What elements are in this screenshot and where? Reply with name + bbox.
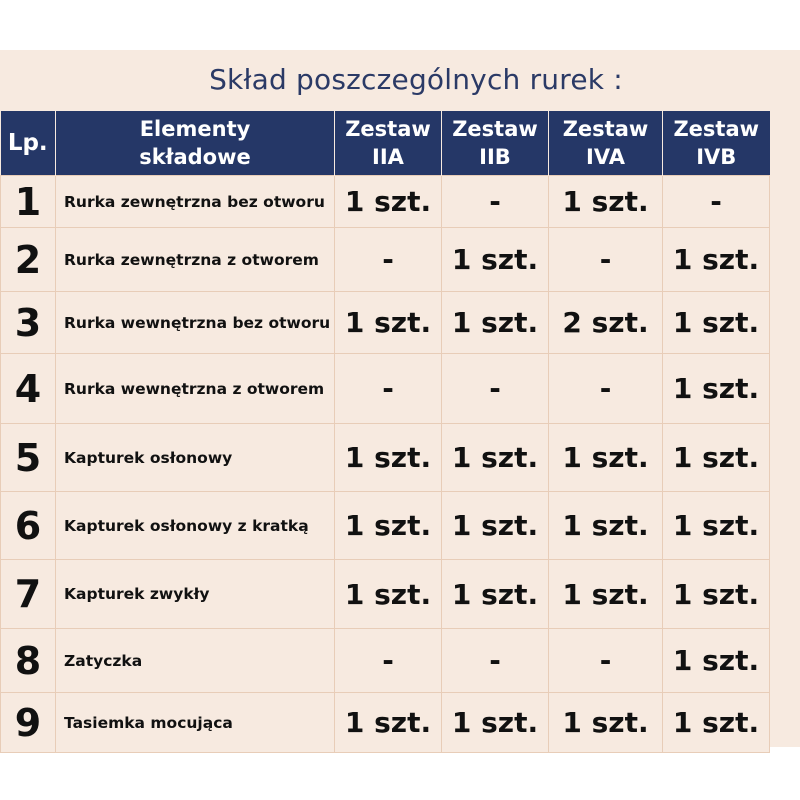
row-number: 1 <box>1 176 56 228</box>
quantity-iia: 1 szt. <box>335 176 442 228</box>
element-name: Kapturek osłonowy <box>56 424 335 492</box>
quantity-ivb: 1 szt. <box>663 560 770 629</box>
table-row <box>1 354 770 424</box>
row-number: 7 <box>1 560 56 629</box>
row-number: 2 <box>1 228 56 292</box>
quantity-iia: - <box>335 354 442 424</box>
quantity-ivb: 1 szt. <box>663 354 770 424</box>
composition-table <box>0 111 770 753</box>
quantity-ivb: 1 szt. <box>663 292 770 354</box>
element-name: Rurka zewnętrzna bez otworu <box>56 176 335 228</box>
quantity-iva: - <box>549 629 663 693</box>
quantity-iia: 1 szt. <box>335 560 442 629</box>
element-name: Kapturek zwykły <box>56 560 335 629</box>
quantity-iib: - <box>442 629 549 693</box>
quantity-iib: 1 szt. <box>442 693 549 753</box>
header-set-line1: Zestaw <box>452 117 538 141</box>
element-name: Zatyczka <box>56 629 335 693</box>
quantity-iva: 1 szt. <box>549 693 663 753</box>
element-name: Kapturek osłonowy z kratką <box>56 492 335 560</box>
table-row <box>1 629 770 693</box>
header-set-line2: IVA <box>586 145 625 169</box>
element-name: Rurka wewnętrzna z otworem <box>56 354 335 424</box>
header-elements-line2: składowe <box>139 145 251 169</box>
element-name: Tasiemka mocująca <box>56 693 335 753</box>
header-set-ivb <box>663 111 770 176</box>
page-title: Skład poszczególnych rurek : <box>209 63 623 96</box>
quantity-iva: 2 szt. <box>549 292 663 354</box>
quantity-iia: 1 szt. <box>335 424 442 492</box>
header-set-line2: IVB <box>696 145 737 169</box>
row-number: 6 <box>1 492 56 560</box>
header-set-line2: IIA <box>372 145 404 169</box>
quantity-iva: - <box>549 228 663 292</box>
quantity-iib: 1 szt. <box>442 492 549 560</box>
row-number: 8 <box>1 629 56 693</box>
quantity-iib: - <box>442 354 549 424</box>
quantity-ivb: 1 szt. <box>663 424 770 492</box>
quantity-iva: - <box>549 354 663 424</box>
header-set-line1: Zestaw <box>673 117 760 141</box>
header-set-iib <box>442 111 549 176</box>
table-row <box>1 693 770 753</box>
table-row <box>1 560 770 629</box>
table-row <box>1 424 770 492</box>
quantity-iva: 1 szt. <box>549 424 663 492</box>
header-elements-line1: Elementy <box>139 117 251 141</box>
quantity-iib: 1 szt. <box>442 560 549 629</box>
table-header-row <box>1 111 770 176</box>
row-number: 9 <box>1 693 56 753</box>
header-lp: Lp. <box>1 111 56 176</box>
quantity-iva: 1 szt. <box>549 560 663 629</box>
quantity-iib: 1 szt. <box>442 292 549 354</box>
header-set-line2: IIB <box>479 145 511 169</box>
table-row <box>1 292 770 354</box>
quantity-iib: 1 szt. <box>442 228 549 292</box>
quantity-ivb: - <box>663 176 770 228</box>
quantity-iia: - <box>335 629 442 693</box>
quantity-iia: 1 szt. <box>335 292 442 354</box>
header-set-iva <box>549 111 663 176</box>
quantity-ivb: 1 szt. <box>663 693 770 753</box>
quantity-ivb: 1 szt. <box>663 492 770 560</box>
row-number: 4 <box>1 354 56 424</box>
quantity-iia: - <box>335 228 442 292</box>
header-set-line1: Zestaw <box>562 117 649 141</box>
quantity-iia: 1 szt. <box>335 492 442 560</box>
table-row <box>1 492 770 560</box>
table-row <box>1 176 770 228</box>
quantity-iib: - <box>442 176 549 228</box>
quantity-iva: 1 szt. <box>549 492 663 560</box>
table-row <box>1 228 770 292</box>
element-name: Rurka wewnętrzna bez otworu <box>56 292 335 354</box>
quantity-iib: 1 szt. <box>442 424 549 492</box>
quantity-iva: 1 szt. <box>549 176 663 228</box>
quantity-ivb: 1 szt. <box>663 629 770 693</box>
row-number: 3 <box>1 292 56 354</box>
header-elements <box>56 111 335 176</box>
element-name: Rurka zewnętrzna z otworem <box>56 228 335 292</box>
header-set-iia <box>335 111 442 176</box>
header-set-line1: Zestaw <box>345 117 431 141</box>
quantity-iia: 1 szt. <box>335 693 442 753</box>
row-number: 5 <box>1 424 56 492</box>
quantity-ivb: 1 szt. <box>663 228 770 292</box>
